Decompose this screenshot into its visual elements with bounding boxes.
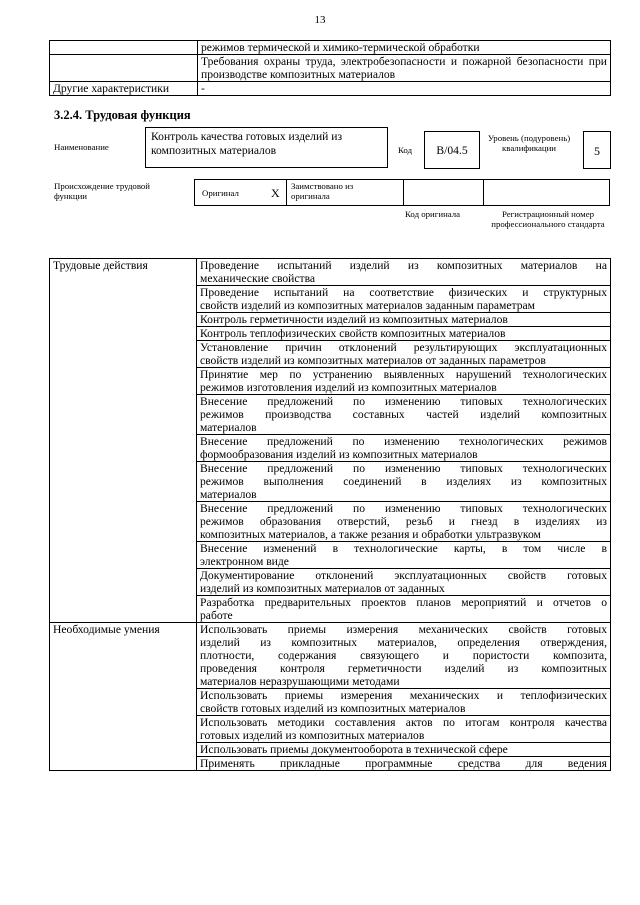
- text-line: Внесение предложений по изменению типовых технологических: [200, 395, 607, 408]
- section-title: 3.2.4. Трудовая функция: [54, 108, 191, 122]
- text-line: материалов: [200, 421, 257, 434]
- text-line: Контроль герметичности изделий из композитных материалов: [200, 313, 508, 326]
- labor-action-label: Трудовые действия: [50, 259, 197, 623]
- labor-action-item: [197, 462, 611, 502]
- text-line: Использовать приемы измерения механических и теплофизических: [200, 689, 607, 702]
- page-number: 13: [314, 14, 326, 26]
- labor-action-item: [197, 542, 611, 569]
- text-line: Внесение предложений по изменению технологических режимов: [200, 435, 607, 448]
- code-original-label: Код оригинала: [405, 209, 461, 219]
- text-line: свойств готовых изделий из композитных материалов: [200, 702, 466, 715]
- text-line: механические свойства: [200, 272, 316, 285]
- table-cell-left: Другие характеристики: [50, 82, 198, 96]
- original-mark: X: [271, 186, 280, 200]
- text-line: готовых изделий из композитных материалов: [200, 729, 425, 742]
- text-line: Использовать методики составления актов по итогам контроля качества: [200, 716, 607, 729]
- reg-number-label: Регистрационный номер профессионального стандарта: [491, 209, 605, 229]
- labor-action-item: [197, 313, 611, 327]
- text-line: электронном виде: [200, 555, 289, 568]
- text-line: изделий из композитных материалов, определения отверждения,: [200, 636, 607, 649]
- table-cell-right: режимов термической и химико-термической обработки: [198, 41, 611, 55]
- top-table: [49, 40, 611, 96]
- level-label: Уровень (подуровень) квалификации: [487, 133, 571, 153]
- text-line: Разработка предварительных проектов планов мероприятий и отчетов о: [200, 596, 607, 609]
- text-line: свойств изделий из композитных материалов от заданных параметров: [200, 354, 546, 367]
- labor-action-item: [197, 569, 611, 596]
- skill-item: [197, 623, 611, 689]
- origin-box: [194, 179, 610, 206]
- skill-item: [197, 689, 611, 716]
- text-line: Использовать приемы документооборота в технической сфере: [200, 743, 508, 756]
- text-line: Внесение предложений по изменению типовых технологических: [200, 502, 607, 515]
- borrowed-label: Заимствовано из оригинала: [291, 181, 354, 201]
- table-cell-left: [50, 55, 198, 82]
- text-line: Проведение испытаний изделий из композитных материалов на: [200, 259, 607, 272]
- text-line: Внесение предложений по изменению типовых технологических: [200, 462, 607, 475]
- labor-action-item: [197, 327, 611, 341]
- labor-action-item: [197, 502, 611, 542]
- table-cell-left: [50, 41, 198, 55]
- text-line: материалов неразрушающими методами: [200, 675, 400, 688]
- labor-action-item: [197, 368, 611, 395]
- table-cell-right: -: [198, 82, 611, 96]
- divider: [403, 180, 404, 205]
- text-line: Установление причин отклонений результирующих эксплуатационных: [200, 341, 607, 354]
- table-row: [50, 259, 611, 286]
- text-line: режимов образования отверстий, резьб и гнезд в изделиях из: [200, 515, 607, 528]
- text-line: работе: [200, 609, 233, 622]
- labor-action-item: [197, 259, 611, 286]
- skill-item: [197, 716, 611, 743]
- text-line: проведения контроля герметичности изделий из композитных: [200, 662, 607, 675]
- text-line: изделий из композитных материалов от заданных: [200, 582, 445, 595]
- level-value: 5: [583, 131, 611, 169]
- table-cell-right: Требования охраны труда, электробезопасности и пожарной безопасности при производстве композитных материалов: [198, 55, 611, 82]
- text-line: режимов изготовления изделий из композитных материалов: [200, 381, 497, 394]
- text-line: плотности, содержания связующего и пористости композита,: [200, 649, 607, 662]
- table-row: [50, 55, 611, 82]
- labor-action-item: [197, 341, 611, 368]
- text-line: режимов выполнения соединений в изделиях из композитных: [200, 475, 607, 488]
- text-line: материалов: [200, 488, 257, 501]
- name-value: Контроль качества готовых изделий из композитных материалов: [145, 127, 388, 168]
- text-line: Проведение испытаний на соответствие физических и структурных: [200, 286, 607, 299]
- divider: [286, 180, 287, 205]
- name-label: Наименование: [54, 142, 109, 152]
- main-table: [49, 258, 611, 771]
- skill-label: Необходимые умения: [50, 623, 197, 771]
- labor-action-item: [197, 435, 611, 462]
- labor-action-item: [197, 596, 611, 623]
- text-line: Документирование отклонений эксплуатационных свойств готовых: [200, 569, 607, 582]
- text-line: Контроль теплофизических свойств композитных материалов: [200, 327, 506, 340]
- text-line: свойств изделий из композитных материалов заданным параметрам: [200, 299, 536, 312]
- divider: [483, 180, 484, 205]
- skill-item: [197, 743, 611, 757]
- table-row: [50, 623, 611, 689]
- table-row: [50, 82, 611, 96]
- code-value: B/04.5: [424, 131, 480, 169]
- table-row: [50, 41, 611, 55]
- labor-action-item: [197, 286, 611, 313]
- skill-item: [197, 757, 611, 771]
- text-line: Использовать приемы измерения механических свойств готовых: [200, 623, 607, 636]
- code-label: Код: [398, 145, 413, 155]
- text-line: композитных материалов, а также резания и обработки ультразвуком: [200, 528, 541, 541]
- text-line: формообразования изделий из композитных материалов: [200, 448, 478, 461]
- original-label: Оригинал: [202, 188, 239, 198]
- text-line: Внесение изменений в технологические карты, в том числе в: [200, 542, 607, 555]
- origin-label: Происхождение трудовой функции: [54, 181, 151, 201]
- text-line: Принятие мер по устранению выявленных нарушений технологических: [200, 368, 607, 381]
- text-line: режимов производства составных частей изделий композитных: [200, 408, 607, 421]
- labor-action-item: [197, 395, 611, 435]
- text-line: Применять прикладные программные средства для ведения: [200, 757, 607, 770]
